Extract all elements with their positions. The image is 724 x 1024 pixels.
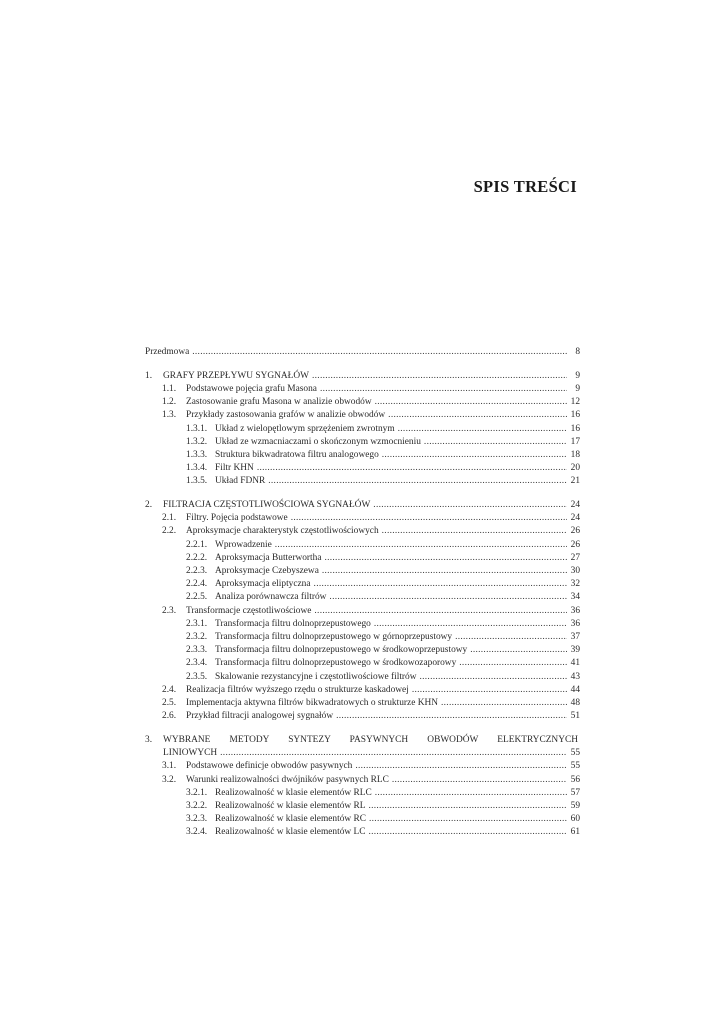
toc-number: 2.	[145, 500, 153, 511]
toc-number: 2.2.3.	[186, 566, 208, 577]
leader-dots	[275, 539, 567, 552]
leader-dots	[470, 644, 567, 657]
toc-page-number: 60	[570, 814, 580, 825]
toc-number: 2.3.5.	[186, 671, 208, 682]
toc-entry-text: Warunki realizowalności dwójników pasywnych RLC	[186, 774, 389, 785]
toc-page-number: 26	[570, 539, 580, 550]
toc-subsection	[145, 462, 580, 475]
toc-subsection	[145, 539, 580, 552]
leader-dots	[324, 552, 567, 565]
toc-number: 1.3.	[162, 410, 177, 421]
toc-subsection	[145, 618, 580, 631]
toc-section	[145, 710, 580, 723]
leader-dots	[314, 578, 567, 591]
toc-page-number: 21	[570, 476, 580, 487]
toc-subsection	[145, 631, 580, 644]
toc-number: 1.3.4.	[186, 463, 208, 474]
toc-number: 2.4.	[162, 684, 177, 695]
toc-entry-text: Aproksymacje Czebyszewa	[215, 566, 319, 577]
leader-dots	[314, 605, 567, 618]
toc-number: 2.3.3.	[186, 645, 208, 656]
toc-page-number: 26	[570, 526, 580, 537]
toc-entry-text: LINIOWYCH	[163, 748, 218, 759]
toc-entry-text: Wprowadzenie	[215, 539, 272, 550]
toc-number: 2.2.1.	[186, 539, 208, 550]
toc-entry-text: Filtr KHN	[215, 463, 254, 474]
toc-subsection	[145, 671, 580, 684]
leader-dots	[320, 383, 567, 396]
toc-entry-text: Podstawowe pojęcia grafu Masona	[186, 383, 317, 394]
toc-number: 2.1.	[162, 513, 177, 524]
toc-page-number: 27	[570, 552, 580, 563]
toc-section	[145, 774, 580, 787]
toc-page-number: 24	[570, 513, 580, 524]
toc-page-number: 44	[570, 684, 580, 695]
toc-entry-text: Aproksymacja eliptyczna	[215, 579, 311, 590]
leader-dots	[257, 462, 567, 475]
toc-entry-text: Przykład filtracji analogowej sygnałów	[186, 711, 334, 722]
leader-dots	[268, 475, 567, 488]
toc-number: 1.3.1.	[186, 423, 208, 434]
leader-dots	[375, 396, 567, 409]
toc-section	[145, 383, 580, 396]
toc-number: 2.2.5.	[186, 592, 208, 603]
toc-entry-text: Struktura bikwadratowa filtru analogowego	[215, 449, 379, 460]
toc-entry-text: Realizowalność w klasie elementów RL	[215, 801, 366, 811]
leader-dots	[336, 710, 567, 723]
toc-subsection	[145, 644, 580, 657]
toc-chapter	[145, 499, 580, 512]
leader-dots	[382, 449, 567, 462]
toc-entry-text: Transformacja filtru dolnoprzepustowego w górnoprzepustowy	[215, 632, 453, 643]
toc-number: 1.1.	[162, 383, 177, 394]
toc-entry-text: Przedmowa	[145, 347, 190, 357]
toc-number: 3.1.	[162, 761, 177, 772]
toc-page-number: 32	[570, 579, 580, 590]
toc-section	[145, 512, 580, 525]
toc-page-number: 8	[575, 347, 580, 357]
toc-number: 2.3.1.	[186, 618, 208, 629]
toc-page-number: 55	[570, 761, 580, 772]
toc-number: 3.2.1.	[186, 787, 208, 798]
toc-entry-text: Podstawowe definicje obwodów pasywnych	[186, 761, 353, 772]
leader-dots	[375, 787, 567, 800]
toc-page-number: 56	[570, 774, 580, 785]
toc-subsection	[145, 423, 580, 436]
toc-page-number: 17	[570, 436, 580, 447]
toc-entry-text: Realizowalność w klasie elementów LC	[215, 827, 366, 838]
toc-subsection	[145, 813, 580, 826]
toc-number: 1.2.	[162, 397, 177, 408]
toc-section	[145, 396, 580, 409]
toc-entry-text: Realizowalność w klasie elementów RLC	[215, 787, 372, 798]
toc-subsection	[145, 436, 580, 449]
toc-number: 2.5.	[162, 698, 177, 709]
toc-section	[145, 684, 580, 697]
toc-page-number: 34	[570, 592, 580, 603]
toc-entry-text: WYBRANE METODY SYNTEZY PASYWNYCH OBWODÓW ELEKTRYCZNYCH	[163, 734, 578, 745]
toc-entry-text: Zastosowanie grafu Masona w analizie obwodów	[186, 397, 372, 408]
toc-number: 2.2.2.	[186, 552, 208, 563]
toc-number: 1.3.5.	[186, 476, 208, 487]
toc-subsection	[145, 787, 580, 800]
leader-dots	[398, 423, 567, 436]
toc-section	[145, 605, 580, 618]
toc-page-number: 39	[570, 645, 580, 656]
toc-entry-text: Układ z wielopętlowym sprzężeniem zwrotnym	[215, 423, 395, 434]
toc-number: 3.2.3.	[186, 814, 208, 825]
toc-page-number: 41	[570, 658, 580, 669]
toc-entry-text: GRAFY PRZEPŁYWU SYGNAŁÓW	[163, 370, 310, 381]
toc-page-number: 57	[570, 787, 580, 798]
toc-subsection	[145, 552, 580, 565]
toc-number: 1.	[145, 370, 153, 381]
toc-subsection	[145, 578, 580, 591]
toc-number: 2.3.4.	[186, 658, 208, 669]
toc-page-number: 51	[570, 711, 580, 722]
toc-section	[145, 409, 580, 422]
leader-dots	[312, 370, 567, 383]
toc-number: 2.2.4.	[186, 579, 208, 590]
leader-dots	[459, 657, 567, 670]
toc-page-number: 36	[570, 605, 580, 616]
toc-number: 2.3.	[162, 605, 177, 616]
toc-entry-text: Filtry. Pojęcia podstawowe	[186, 513, 288, 524]
toc-page-number: 16	[570, 423, 580, 434]
toc-section	[145, 697, 580, 710]
toc-entry-text: Implementacja aktywna filtrów bikwadratowych o strukturze KHN	[186, 698, 439, 709]
toc-number: 2.3.2.	[186, 632, 208, 643]
leader-dots	[392, 774, 567, 787]
toc-page-number: 12	[570, 397, 580, 408]
toc-entry-text: Skalowanie rezystancyjne i częstotliwościowe filtrów	[215, 671, 417, 682]
toc-entry-text: FILTRACJA CZĘSTOTLIWOŚCIOWA SYGNAŁÓW	[163, 500, 371, 511]
toc-subsection	[145, 565, 580, 578]
leader-dots	[424, 436, 567, 449]
toc-page-number: 43	[570, 671, 580, 682]
leader-dots	[368, 800, 567, 813]
toc-entry-text: Aproksymacja Butterwortha	[215, 552, 322, 563]
leader-dots	[420, 671, 568, 684]
toc-entry-text: Przykłady zastosowania grafów w analizie obwodów	[186, 410, 386, 421]
toc-page-number: 18	[570, 449, 580, 460]
toc-entry-text: Analiza porównawcza filtrów	[215, 592, 327, 603]
leader-dots	[455, 631, 567, 644]
toc-page-number: 37	[570, 632, 580, 643]
toc-entry-text: Transformacja filtru dolnoprzepustowego w środkowozaporowy	[215, 658, 457, 669]
table-of-contents	[145, 346, 580, 840]
leader-dots	[441, 697, 567, 710]
toc-subsection	[145, 657, 580, 670]
toc-chapter	[145, 734, 580, 747]
leader-dots	[369, 813, 567, 826]
toc-entry-text: Transformacje częstotliwościowe	[186, 605, 312, 616]
leader-dots	[412, 684, 567, 697]
toc-number: 2.2.	[162, 526, 177, 537]
leader-dots	[355, 760, 567, 773]
toc-page-number: 48	[570, 698, 580, 709]
toc-page-number: 55	[570, 748, 580, 759]
leader-dots	[373, 499, 567, 512]
leader-dots	[322, 565, 567, 578]
toc-section	[145, 760, 580, 773]
toc-subsection	[145, 826, 580, 839]
toc-subsection	[145, 449, 580, 462]
toc-page-number: 9	[575, 383, 580, 394]
toc-entry-text: Transformacja filtru dolnoprzepustowego	[215, 618, 371, 629]
leader-dots	[368, 826, 567, 839]
leader-dots	[382, 525, 567, 538]
toc-chapter-continuation	[145, 747, 580, 760]
toc-page-number: 30	[570, 566, 580, 577]
toc-page-number: 59	[570, 801, 580, 811]
toc-section	[145, 525, 580, 538]
leader-dots	[388, 409, 567, 422]
page-title: SPIS TREŚCI	[473, 177, 577, 196]
toc-page-number: 61	[570, 827, 580, 838]
toc-page-number: 9	[575, 370, 580, 381]
toc-subsection	[145, 800, 580, 813]
toc-chapter	[145, 370, 580, 383]
leader-dots	[329, 591, 567, 604]
toc-number: 3.2.2.	[186, 801, 208, 811]
toc-entry-text: Realizowalność w klasie elementów RC	[215, 814, 367, 825]
toc-entry-preface	[145, 346, 580, 359]
toc-page-number: 20	[570, 463, 580, 474]
leader-dots	[220, 747, 567, 760]
toc-entry-text: Transformacja filtru dolnoprzepustowego w środkowoprzepustowy	[215, 645, 468, 656]
toc-number: 1.3.3.	[186, 449, 208, 460]
toc-number: 3.	[145, 734, 153, 745]
leader-dots	[374, 618, 567, 631]
toc-page-number: 36	[570, 618, 580, 629]
leader-dots	[291, 512, 567, 525]
toc-number: 3.2.4.	[186, 827, 208, 838]
leader-dots	[192, 346, 567, 359]
toc-page-number: 16	[570, 410, 580, 421]
toc-entry-text: Aproksymacje charakterystyk częstotliwościowych	[186, 526, 379, 537]
toc-subsection	[145, 591, 580, 604]
toc-entry-text: Realizacja filtrów wyższego rzędu o strukturze kaskadowej	[186, 684, 409, 695]
toc-number: 3.2.	[162, 774, 177, 785]
toc-entry-text: Układ FDNR	[215, 476, 266, 487]
toc-page-number: 24	[570, 500, 580, 511]
toc-subsection	[145, 475, 580, 488]
toc-number: 2.6.	[162, 711, 177, 722]
toc-number: 1.3.2.	[186, 436, 208, 447]
toc-entry-text: Układ ze wzmacniaczami o skończonym wzmocnieniu	[215, 436, 421, 447]
